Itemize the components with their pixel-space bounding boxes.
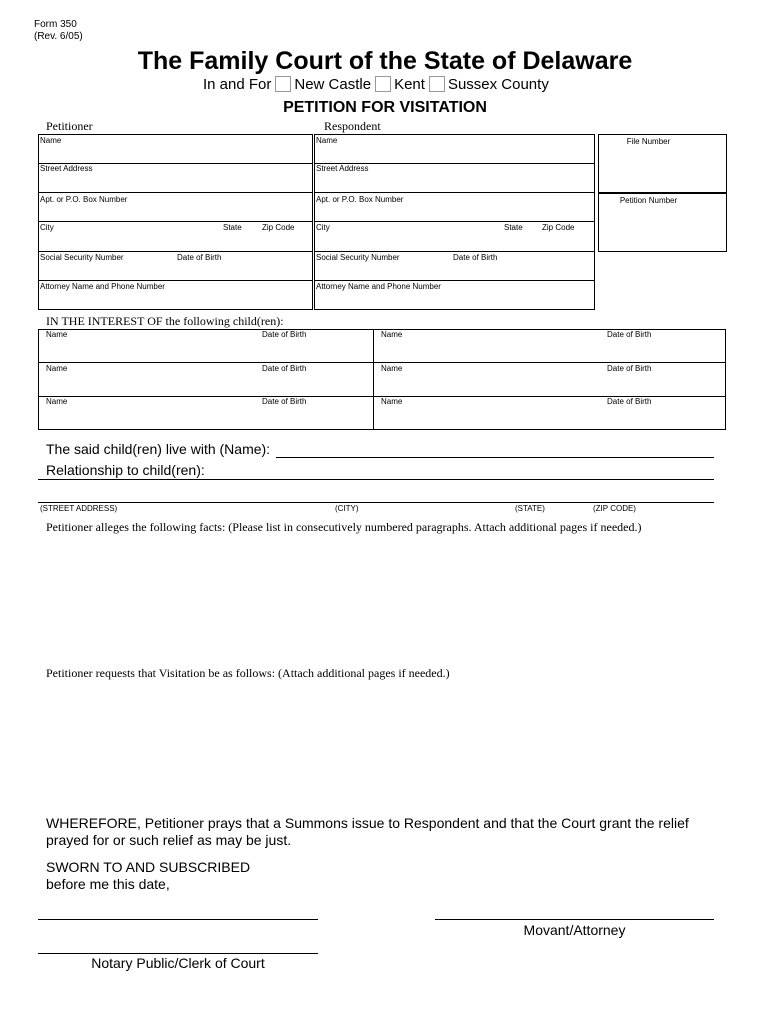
petition-number-label: Petition Number	[619, 196, 678, 205]
petitioner-heading: Petitioner	[46, 119, 93, 133]
child-2-name[interactable]: Name	[381, 330, 403, 339]
child-3-dob[interactable]: Date of Birth	[262, 364, 307, 373]
county-new-castle: New Castle	[294, 76, 372, 93]
court-title: The Family Court of the State of Delaware	[137, 47, 633, 75]
checkbox-new-castle[interactable]	[275, 76, 291, 92]
state-label: (STATE)	[515, 504, 545, 513]
respondent-zip-field[interactable]: Zip Code	[542, 223, 575, 232]
movant-attorney-label: Movant/Attorney	[523, 922, 626, 938]
sworn-text-2: before me this date,	[46, 876, 170, 892]
zip-code-label: (ZIP CODE)	[593, 504, 636, 513]
petitioner-apt-field[interactable]: Apt. or P.O. Box Number	[40, 195, 128, 204]
child-3-name[interactable]: Name	[46, 364, 68, 373]
wherefore-text-2: prayed for or such relief as may be just.	[46, 832, 292, 848]
petitioner-street-field[interactable]: Street Address	[40, 164, 93, 173]
respondent-attorney-field[interactable]: Attorney Name and Phone Number	[316, 282, 441, 291]
petitioner-attorney-field[interactable]: Attorney Name and Phone Number	[40, 282, 165, 291]
wherefore-text-1: WHEREFORE, Petitioner prays that a Summons issue to Respondent and that the Court grant the relief	[46, 815, 689, 831]
child-5-dob[interactable]: Date of Birth	[262, 397, 307, 406]
child-4-name[interactable]: Name	[381, 364, 403, 373]
child-1-name[interactable]: Name	[46, 330, 68, 339]
requests-area[interactable]	[38, 684, 726, 804]
county-kent: Kent	[394, 76, 425, 93]
relationship-label: Relationship to child(ren):	[46, 462, 205, 478]
petitioner-dob-field[interactable]: Date of Birth	[177, 253, 222, 262]
city-label: (CITY)	[335, 504, 359, 513]
respondent-dob-field[interactable]: Date of Birth	[453, 253, 498, 262]
county-sussex: Sussex County	[447, 76, 549, 93]
petition-subtitle: PETITION FOR VISITATION	[283, 99, 487, 116]
checkbox-kent[interactable]	[375, 76, 391, 92]
petitioner-city-field[interactable]: City	[40, 223, 54, 232]
facts-area[interactable]	[38, 538, 726, 658]
children-table	[38, 329, 726, 430]
children-heading: IN THE INTEREST OF the following child(ren):	[46, 314, 284, 328]
notary-label: Notary Public/Clerk of Court	[91, 955, 265, 971]
respondent-apt-field[interactable]: Apt. or P.O. Box Number	[316, 195, 404, 204]
date-signature-line[interactable]	[38, 919, 318, 920]
street-address-label: (STREET ADDRESS)	[40, 504, 118, 513]
respondent-street-field[interactable]: Street Address	[316, 164, 369, 173]
petitioner-ssn-field[interactable]: Social Security Number	[40, 253, 124, 262]
child-4-dob[interactable]: Date of Birth	[607, 364, 652, 373]
live-with-line[interactable]	[276, 457, 714, 458]
checkbox-sussex[interactable]	[429, 76, 445, 92]
file-number-label: File Number	[626, 137, 671, 146]
petitioner-zip-field[interactable]: Zip Code	[262, 223, 295, 232]
respondent-ssn-field[interactable]: Social Security Number	[316, 253, 400, 262]
in-and-for-label: In and For	[203, 76, 272, 93]
respondent-state-field[interactable]: State	[504, 223, 523, 232]
live-with-label: The said child(ren) live with (Name):	[46, 441, 271, 457]
petitioner-name-field[interactable]: Name	[40, 136, 62, 145]
child-6-name[interactable]: Name	[381, 397, 403, 406]
respondent-city-field[interactable]: City	[316, 223, 330, 232]
address-line[interactable]	[38, 502, 714, 503]
form-revision: (Rev. 6/05)	[34, 31, 83, 42]
relationship-line[interactable]	[38, 479, 714, 480]
movant-signature-line[interactable]	[435, 919, 714, 920]
requests-instructions: Petitioner requests that Visitation be as follows: (Attach additional pages if needed.)	[46, 666, 450, 680]
child-6-dob[interactable]: Date of Birth	[607, 397, 652, 406]
child-5-name[interactable]: Name	[46, 397, 68, 406]
form-number: Form 350	[34, 19, 77, 30]
county-selector	[203, 76, 549, 93]
facts-instructions: Petitioner alleges the following facts: (Please list in consecutively numbered paragraphs. Attach additional pages if needed.)	[46, 520, 642, 534]
child-1-dob[interactable]: Date of Birth	[262, 330, 307, 339]
sworn-text-1: SWORN TO AND SUBSCRIBED	[46, 859, 251, 875]
respondent-heading: Respondent	[324, 119, 381, 133]
child-2-dob[interactable]: Date of Birth	[607, 330, 652, 339]
notary-signature-line[interactable]	[38, 953, 318, 954]
respondent-name-field[interactable]: Name	[316, 136, 338, 145]
petitioner-state-field[interactable]: State	[223, 223, 242, 232]
